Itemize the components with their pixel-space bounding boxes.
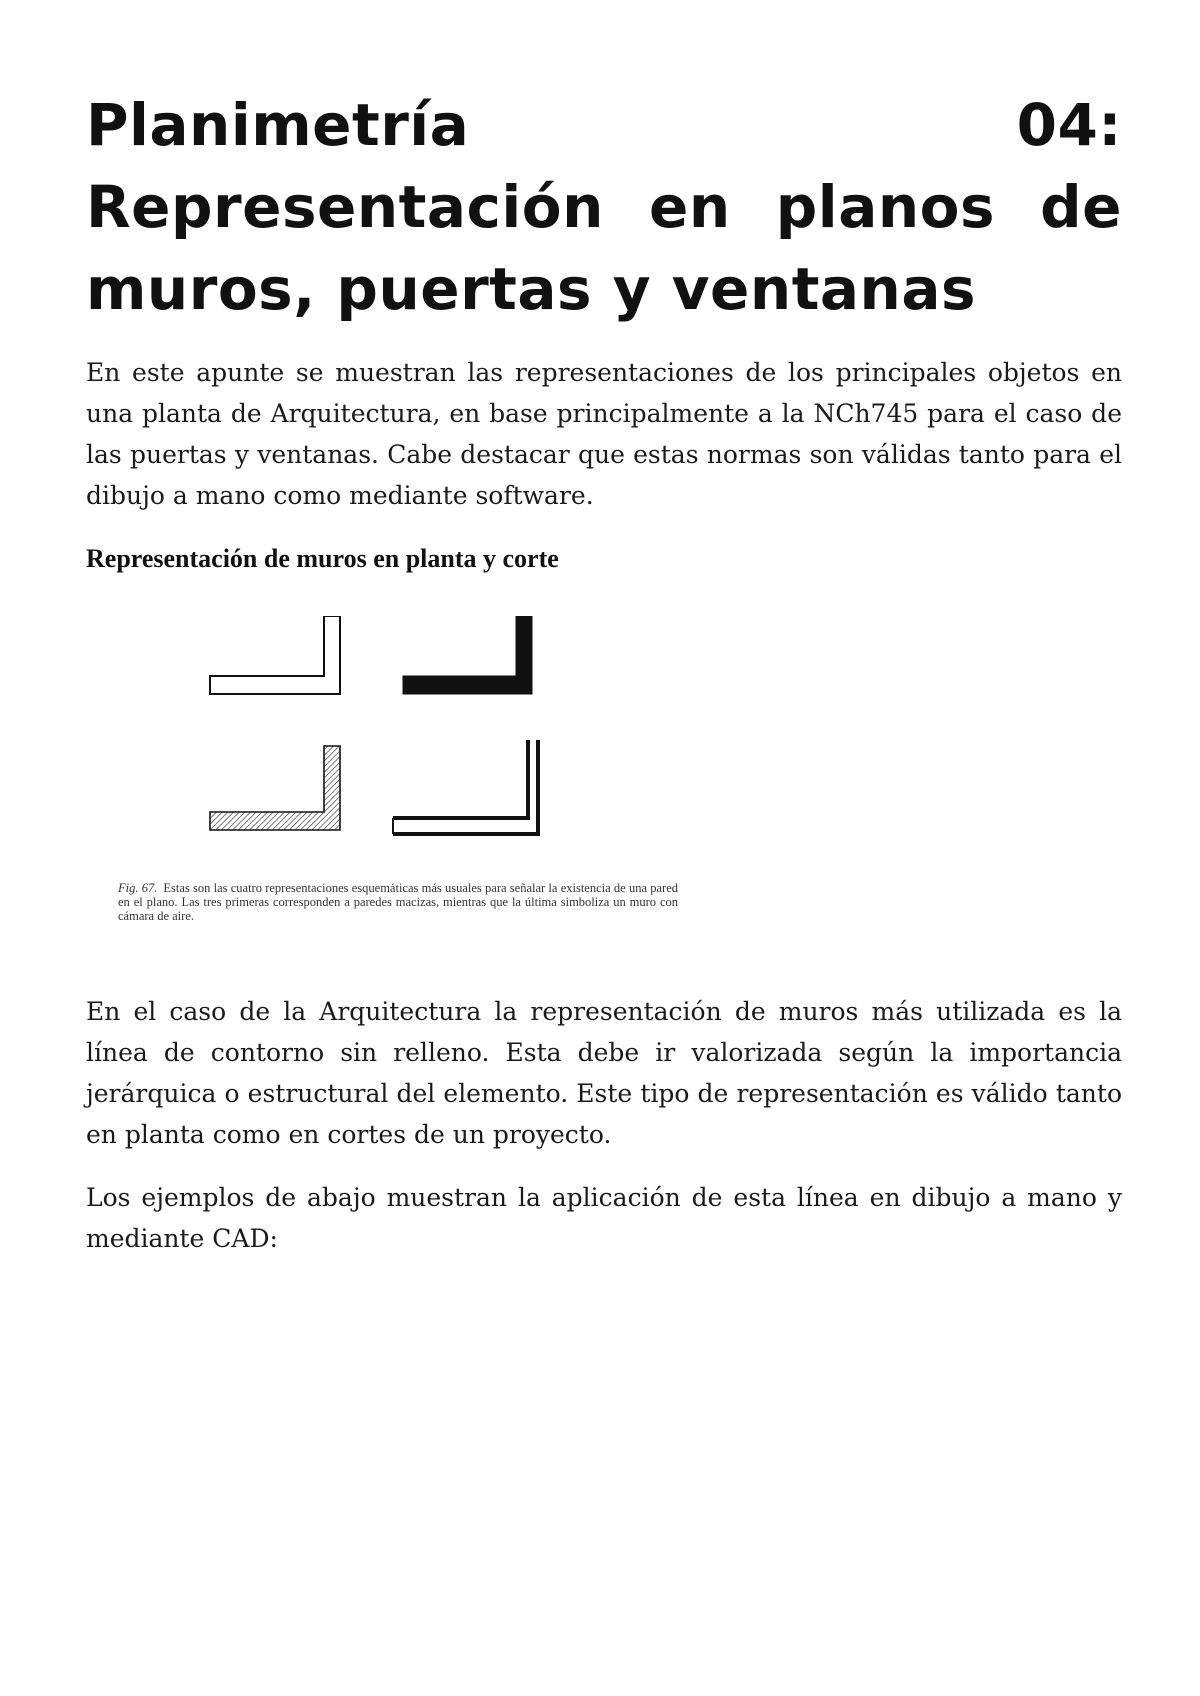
figure-caption-text: Estas son las cuatro representaciones esquemáticas más usuales para señalar la existencia de una pared en el plano. Las tres primeras corresponden a paredes macizas, mientras que la última simboliza un muro con cámara de aire. bbox=[118, 881, 679, 923]
section-heading: Representación de muros en planta y corte bbox=[86, 544, 559, 573]
wall-hatched-diagram bbox=[210, 746, 340, 830]
intro-paragraph: En este apunte se muestran las representaciones de los principales objetos en una planta de Arquitectura, en base principalmente a la NCh745 para el caso de las puertas y ventanas. Cabe destacar que estas normas son válidas tanto para el dibujo a mano como mediante software. bbox=[86, 358, 1122, 510]
figure-caption bbox=[118, 881, 678, 923]
document-page bbox=[86, 0, 1122, 1259]
paragraph-3: Los ejemplos de abajo muestran la aplicación de esta línea en dibujo a mano y mediante CAD: bbox=[86, 1183, 1122, 1253]
wall-solid-fill-diagram bbox=[403, 616, 532, 694]
figure-label: Fig. 67. bbox=[118, 881, 158, 895]
paragraph-2: En el caso de la Arquitectura la representación de muros más utilizada es la línea de contorno sin relleno. Esta debe ir valorizada según la importancia jerárquica o estructural del elemento. Este tipo de representación es válido tanto en planta como en cortes de un proyecto. bbox=[86, 997, 1122, 1149]
wall-cavity-diagram bbox=[393, 740, 538, 834]
wall-outline-diagram bbox=[210, 616, 340, 694]
wall-representations-figure bbox=[118, 616, 698, 961]
page-title: Planimetría 04: Representación en planos de muros, puertas y ventanas bbox=[86, 91, 1122, 323]
wall-diagrams bbox=[118, 616, 698, 881]
